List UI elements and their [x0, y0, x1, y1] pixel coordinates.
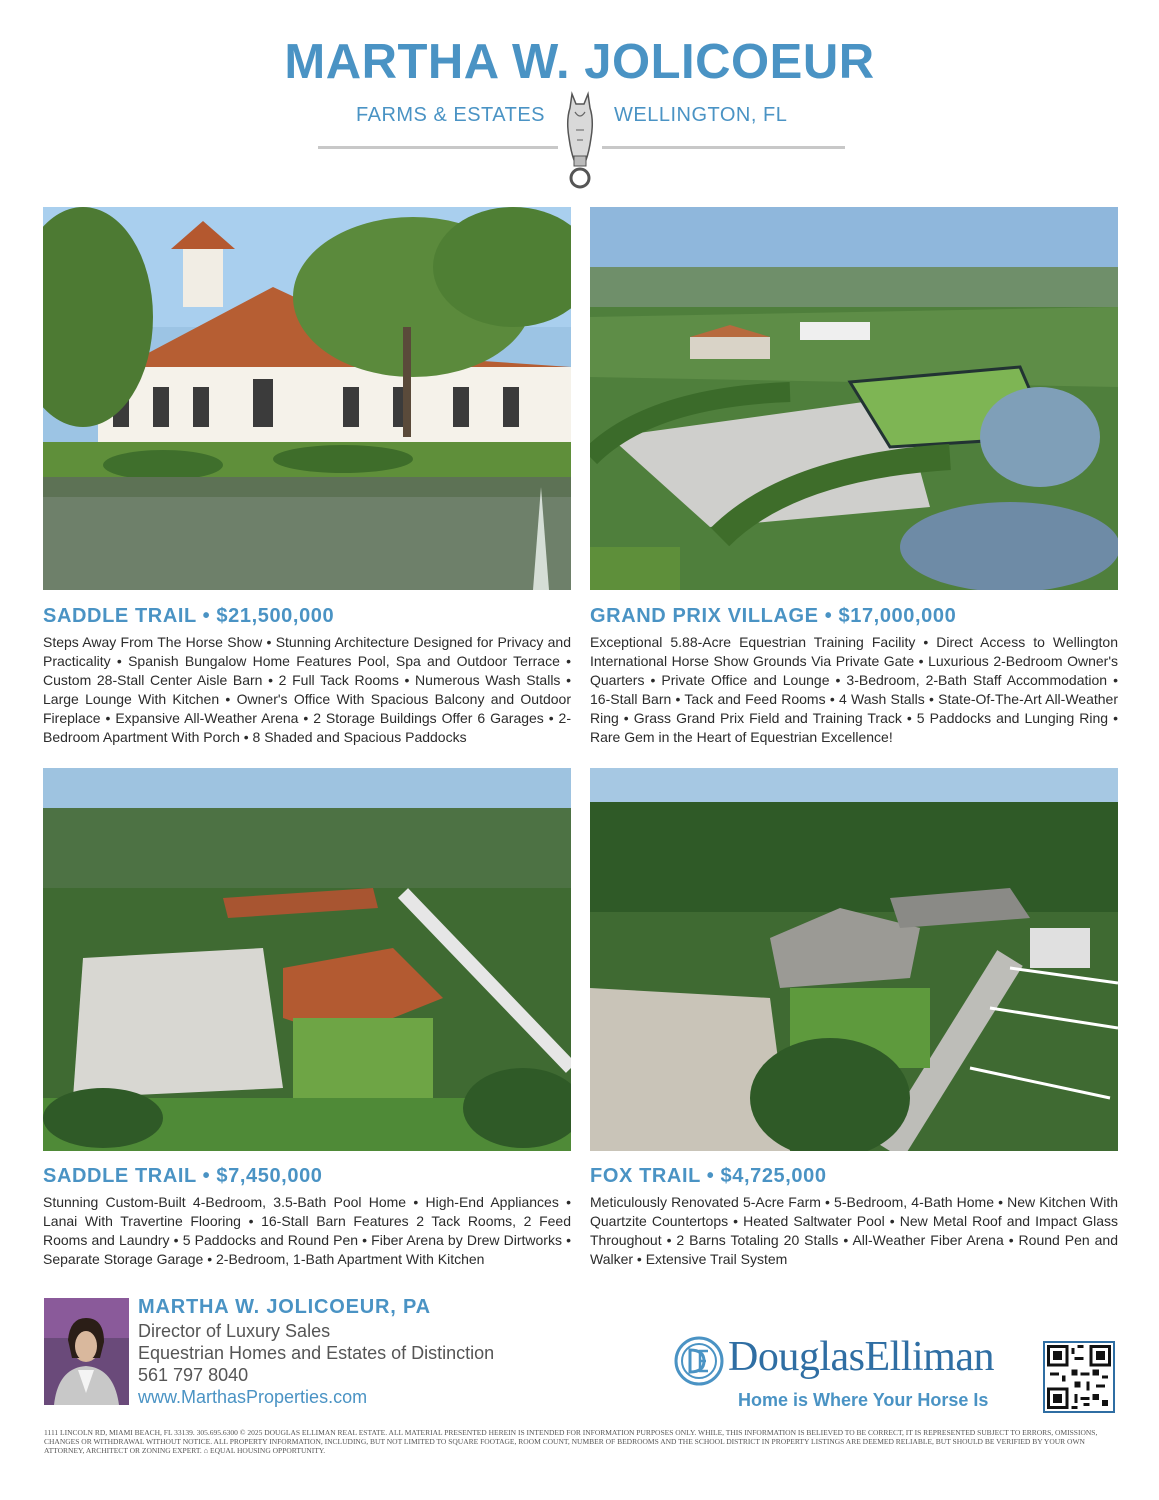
agent-specialty: Equestrian Homes and Estates of Distinction [138, 1343, 495, 1363]
listing-1-title: SADDLE TRAIL • $21,500,000 [43, 605, 335, 627]
listing-3-photo [43, 768, 571, 1151]
listing-4-title: FOX TRAIL • $4,725,000 [590, 1165, 827, 1187]
agent-website-link[interactable]: www.MarthasProperties.com [138, 1387, 368, 1407]
listing-2-title: GRAND PRIX VILLAGE • $17,000,000 [590, 605, 957, 627]
douglas-elliman-logo [674, 1336, 724, 1386]
listing-4-description: Meticulously Renovated 5-Acre Farm • 5-Bedroom, 4-Bath Home • New Kitchen With Quartzite Countertops • Heated Saltwater Pool • New Metal Roof and Impact Glass Throughout • 2 Barns Totaling 20 Stalls • All-Weather Fiber Arena • Round Pen and Walker • Extensive Trail System [590, 1194, 1118, 1267]
agent-name: MARTHA W. JOLICOEUR, PA [138, 1296, 431, 1318]
agent-photo [44, 1298, 129, 1405]
listing-4-photo [590, 768, 1118, 1151]
agent-role: Director of Luxury Sales [138, 1321, 331, 1341]
page-header [0, 0, 1159, 195]
listing-2-description: Exceptional 5.88-Acre Equestrian Training Facility • Direct Access to Wellington International Horse Show Grounds Via Private Gate • Luxurious 2-Bedroom Owner's Quarters • Private Office and Lounge • 3-Bedroom, 2-Bath Staff Accommodation • 16-Stall Barn • Tack and Feed Rooms • 4 Wash Stalls • State-Of-The-Art All-Weather Ring • Grass Grand Prix Field and Training Track • 5 Paddocks and Lunging Ring • Rare Gem in the Heart of Equestrian Excellence! [590, 634, 1118, 745]
brand-title: MARTHA W. JOLICOEUR [284, 35, 875, 89]
qr-code[interactable] [1043, 1341, 1115, 1413]
brand-tag-right: WELLINGTON, FL [614, 104, 788, 126]
listing-2-photo [590, 207, 1118, 590]
brokerage-tagline: Home is Where Your Horse Is [738, 1390, 989, 1410]
agent-phone[interactable]: 561 797 8040 [138, 1365, 249, 1385]
brokerage-name: DouglasElliman [728, 1334, 994, 1380]
listing-3-description: Stunning Custom-Built 4-Bedroom, 3.5-Bath Pool Home • High-End Appliances • Lanai With Travertine Flooring • 16-Stall Barn Features 2 Tack Rooms, 2 Feed Rooms and Laundry • 5 Paddocks and Round Pen • Fiber Arena by Drew Dirtworks • Separate Storage Garage • 2-Bedroom, 1-Bath Apartment With Kitchen [43, 1194, 571, 1267]
horse-head-icon [558, 90, 602, 192]
brand-tag-left: FARMS & ESTATES [356, 104, 546, 126]
listing-1-photo [43, 207, 571, 590]
listing-1-description: Steps Away From The Horse Show • Stunning Architecture Designed for Privacy and Practicality • Spanish Bungalow Home Features Pool, Spa and Outdoor Terrace • Custom 28-Stall Center Aisle Barn • 2 Full Tack Rooms • Numerous Wash Stalls • Large Lounge With Kitchen • Owner's Office With Spacious Balcony and Outdoor Fireplace • Expansive All-Weather Arena • 2 Storage Buildings Offer 6 Garages • 2-Bedroom Apartment With Porch • 8 Shaded and Spacious Paddocks [43, 634, 571, 745]
listing-3-title: SADDLE TRAIL • $7,450,000 [43, 1165, 323, 1187]
legal-disclaimer: 1111 LINCOLN RD, MIAMI BEACH, FL 33139. 305.695.6300 © 2025 DOUGLAS ELLIMAN REAL ESTATE. ALL MATERIAL PRESENTED HEREIN IS INTENDED FOR INFORMATION PURPOSES ONLY. WHILE, THIS INFORMATION IS BELIEVED TO BE CORRECT, IT IS REPRESENTED SUBJECT TO ERRORS, OMISSIONS, CHANGES OR WITHDRAWAL WITHOUT NOTICE. ALL PROPERTY INFORMATION, INCLUDING, BUT NOT LIMITED TO SQUARE FOOTAGE, ROOM COUNT, NUMBER OF BEDROOMS AND THE SCHOOL DISTRICT IN PROPERTY LISTINGS ARE DEEMED RELIABLE, BUT SHOULD BE VERIFIED BY YOUR OWN ATTORNEY, ARCHITECT OR ZONING EXPERT. ⌂ EQUAL HOUSING OPPORTUNITY. [44, 1428, 1098, 1455]
